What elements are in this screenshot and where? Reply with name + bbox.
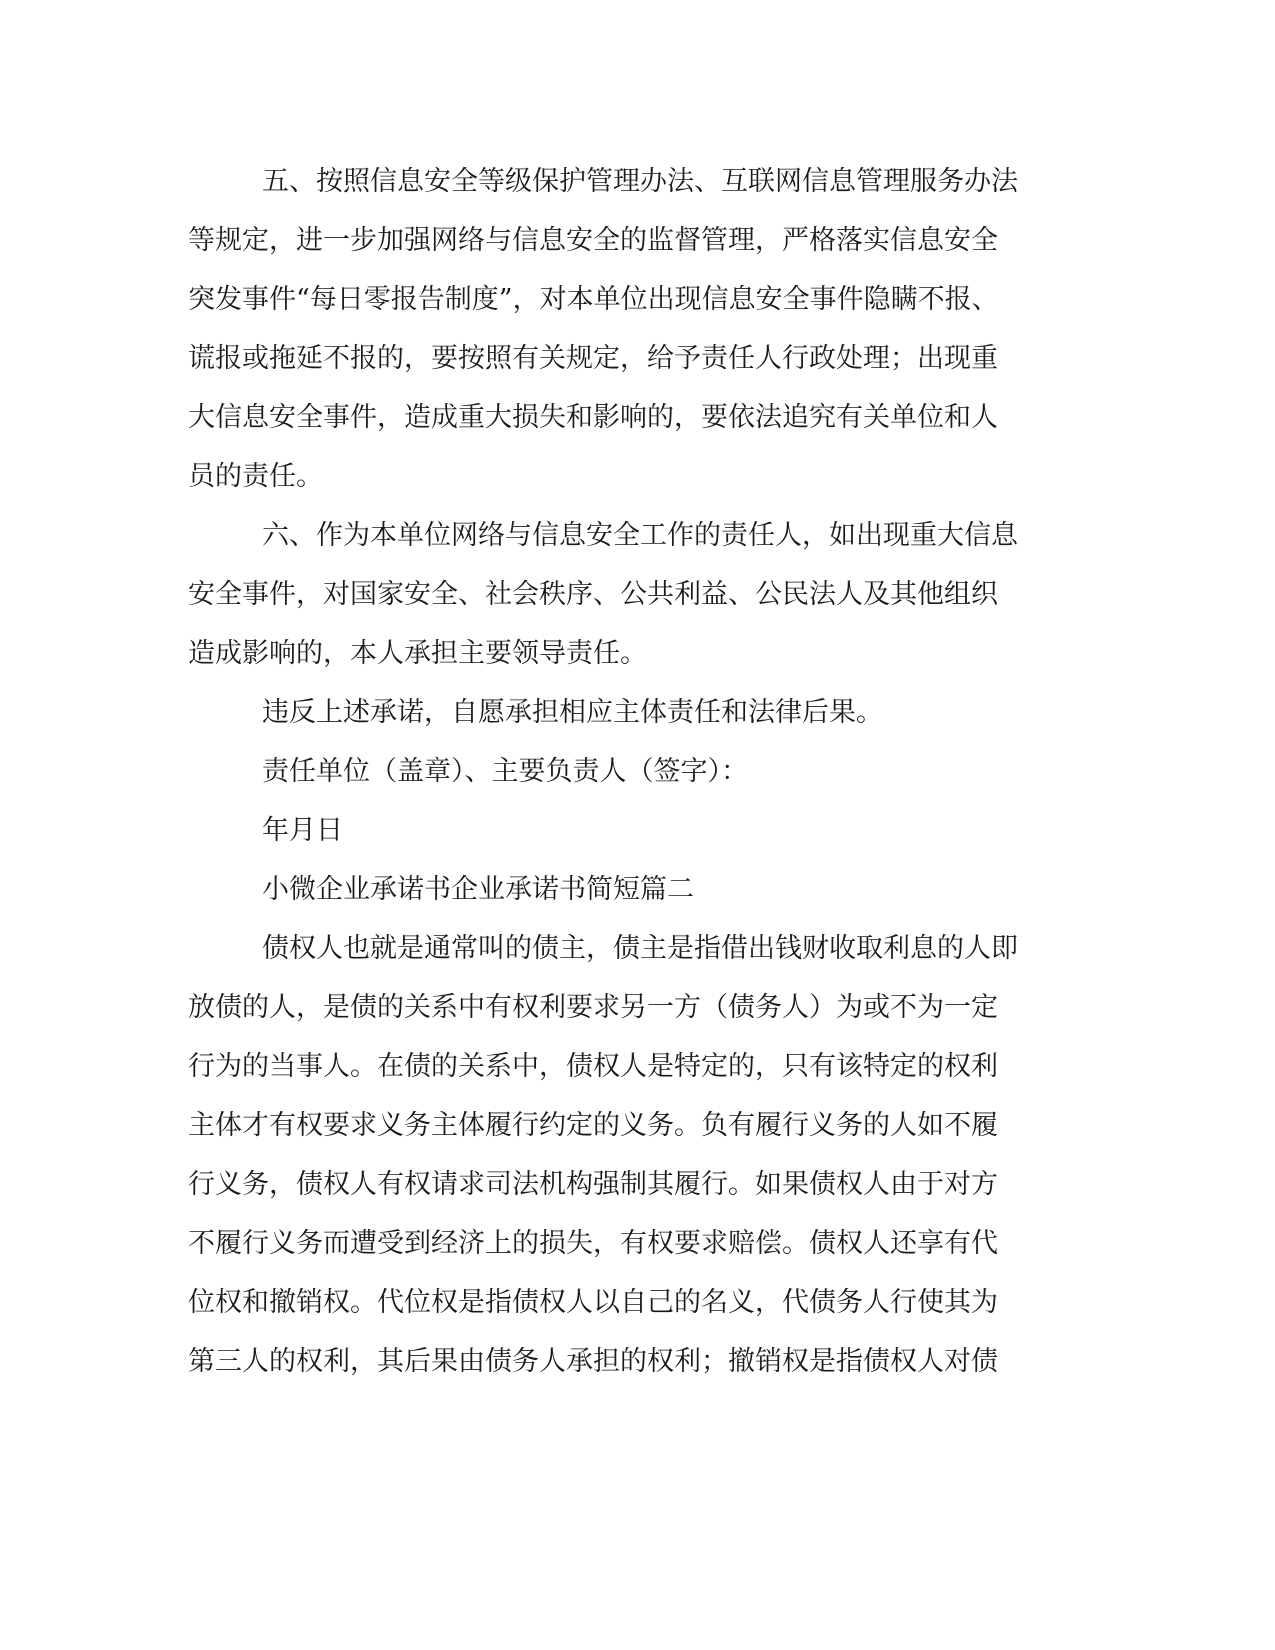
- creditor-paragraph-line-4: 主体才有权要求义务主体履行约定的义务。负有履行义务的人如不履: [188, 1110, 998, 1141]
- paragraph-5-line-4: 谎报或拖延不报的，要按照有关规定，给予责任人行政处理；出现重: [188, 343, 998, 374]
- paragraph-6-line-1: 六、作为本单位网络与信息安全工作的责任人，如出现重大信息: [262, 520, 1018, 551]
- creditor-paragraph-line-3: 行为的当事人。在债的关系中，债权人是特定的，只有该特定的权利: [188, 1051, 998, 1082]
- creditor-paragraph-line-8: 第三人的权利，其后果由债务人承担的权利；撤销权是指债权人对债: [188, 1346, 998, 1377]
- date-line: 年月日: [262, 815, 343, 846]
- creditor-paragraph-line-1: 债权人也就是通常叫的债主，债主是指借出钱财收取利息的人即: [262, 933, 1018, 964]
- violation-statement: 违反上述承诺，自愿承担相应主体责任和法律后果。: [262, 697, 883, 728]
- paragraph-6-line-2: 安全事件，对国家安全、社会秩序、公共利益、公民法人及其他组织: [188, 579, 998, 610]
- paragraph-5-line-5: 大信息安全事件，造成重大损失和影响的，要依法追究有关单位和人: [188, 402, 998, 433]
- paragraph-5-line-2: 等规定，进一步加强网络与信息安全的监督管理，严格落实信息安全: [188, 225, 998, 256]
- paragraph-5-line-6: 员的责任。: [188, 461, 323, 492]
- signature-line: 责任单位（盖章）、主要负责人（签字）：: [262, 756, 748, 787]
- paragraph-5-line-3: 突发事件“每日零报告制度”，对本单位出现信息安全事件隐瞒不报、: [188, 284, 999, 315]
- creditor-paragraph-line-6: 不履行义务而遭受到经济上的损失，有权要求赔偿。债权人还享有代: [188, 1228, 998, 1259]
- creditor-paragraph-line-2: 放债的人，是债的关系中有权利要求另一方（债务人）为或不为一定: [188, 992, 998, 1023]
- paragraph-6-line-3: 造成影响的，本人承担主要领导责任。: [188, 638, 647, 669]
- paragraph-5-line-1: 五、按照信息安全等级保护管理办法、互联网信息管理服务办法: [262, 166, 1018, 197]
- creditor-paragraph-line-7: 位权和撤销权。代位权是指债权人以自己的名义，代债务人行使其为: [188, 1287, 998, 1318]
- section-heading: 小微企业承诺书企业承诺书简短篇二: [262, 874, 694, 905]
- creditor-paragraph-line-5: 行义务，债权人有权请求司法机构强制其履行。如果债权人由于对方: [188, 1169, 998, 1200]
